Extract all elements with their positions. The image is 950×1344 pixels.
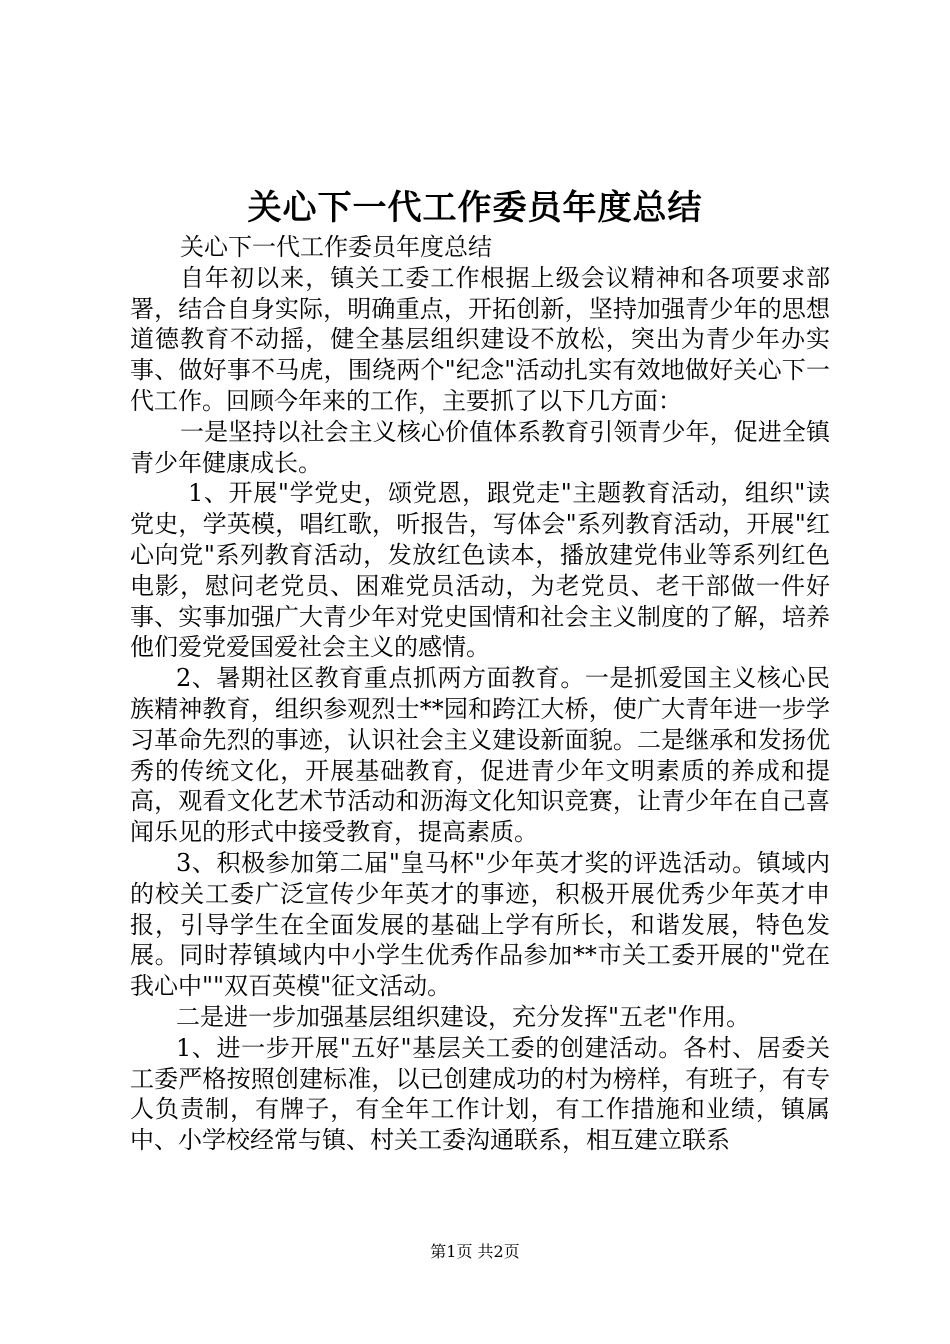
body-paragraph: 二是进一步加强基层组织建设，充分发挥"五老"作用。 xyxy=(176,1002,751,1031)
body-paragraph: 一是坚持以社会主义核心价值体系教育引领青少年，促进全镇青少年健康成长。 xyxy=(130,417,830,477)
body-paragraph: 自年初以来，镇关工委工作根据上级会议精神和各项要求部署，结合自身实际，明确重点，开拓创新，坚持加强青少年的思想道德教育不动摇，健全基层组织建设不放松，突出为青少年办实事、做好事不马虎，围绕两个"纪念"活动扎实有效地做好关心下一代工作。回顾今年来的工作，主要抓了以下几方面： xyxy=(130,263,830,415)
document-body xyxy=(130,232,830,1156)
body-paragraph: 2、暑期社区教育重点抓两方面教育。一是抓爱国主义核心民族精神教育，组织参观烈士**园和跨江大桥，使广大青年进一步学习革命先烈的事迹，认识社会主义建设新面貌。二是继承和发扬优秀的传统文化，开展基础教育，促进青少年文明素质的养成和提高，观看文化艺术节活动和沥海文化知识竞赛，让青少年在自己喜闻乐见的形式中接受教育，提高素质。 xyxy=(130,664,830,847)
document-title: 关心下一代工作委员年度总结 xyxy=(247,188,703,228)
body-paragraph: 1、进一步开展"五好"基层关工委的创建活动。各村、居委关工委严格按照创建标准，以已创建成功的村为榜样，有班子，有专人负责制，有牌子，有全年工作计划，有工作措施和业绩，镇属中、小学校经常与镇、村关工委沟通联系，相互建立联系 xyxy=(130,1033,830,1155)
body-paragraph: 3、积极参加第二届"皇马杯"少年英才奖的评选活动。镇域内的校关工委广泛宣传少年英才的事迹，积极开展优秀少年英才申报，引导学生在全面发展的基础上学有所长，和谐发展，特色发展。同时荐镇域内中小学生优秀作品参加**市关工委开展的"党在我心中""双百英模"征文活动。 xyxy=(130,848,830,1001)
body-paragraph: 1、开展"学党史，颂党恩，跟党走"主题教育活动，组织"读党史，学英模，唱红歌，听报告，写体会"系列教育活动，开展"红心向党"系列教育活动，发放红色读本，播放建党伟业等系列红色电影，慰问老党员、困难党员活动，为老党员、老干部做一件好事、实事加强广大青少年对党史国情和社会主义制度的了解，培养他们爱党爱国爱社会主义的感情。 xyxy=(130,479,830,662)
body-paragraph: 关心下一代工作委员年度总结 xyxy=(180,233,492,261)
page-number: 第1页 共2页 xyxy=(430,1242,520,1261)
